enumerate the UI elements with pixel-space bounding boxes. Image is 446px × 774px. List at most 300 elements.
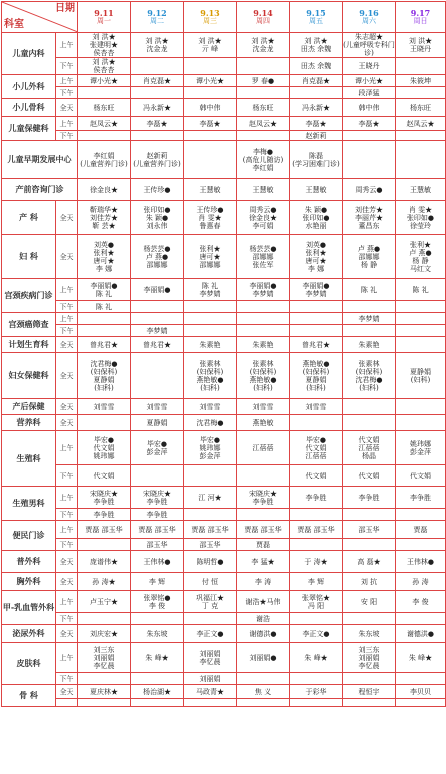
doctor-cell: 朱素艳	[184, 337, 237, 353]
schedule-row	[2, 685, 446, 699]
doctor-cell: 张素林 (妇保科) 燕艳敏● (妇科)	[184, 353, 237, 399]
day-date: 9.13	[200, 8, 220, 18]
doctor-cell: 王慧敏	[396, 179, 446, 201]
doctor-cell	[78, 699, 131, 707]
doctor-cell: 沈君梅●	[184, 415, 237, 431]
doctor-cell: 毕宏● 代文娟 姚玮娜	[78, 431, 131, 465]
doctor-cell: 安 阳	[343, 591, 396, 613]
doctor-cell	[78, 131, 131, 141]
doctor-cell: 李梦婧	[131, 325, 184, 337]
doctor-cell: 刘 洪★ 侯杏杏	[78, 58, 131, 75]
doctor-cell: 李梅● (高危儿随访) 李红娟	[237, 141, 290, 179]
doctor-cell: 王慧敏	[237, 179, 290, 201]
doctor-cell	[184, 465, 237, 487]
doctor-cell: 冯永新★	[290, 99, 343, 117]
doctor-cell: 于彩华	[290, 685, 343, 699]
doctor-cell: 李 俊	[396, 591, 446, 613]
shift-label: 全天	[56, 337, 78, 353]
doctor-cell: 代文娟	[290, 465, 343, 487]
doctor-cell: 代文娟 江蓓蓓 杨晶	[343, 431, 396, 465]
doctor-cell: 赵新莉 (儿童营养门诊)	[131, 141, 184, 179]
doctor-cell: 张利★ 唐可★ 邵娜娜	[184, 235, 237, 279]
doctor-cell: 刘丽娟 李忆晨	[184, 643, 237, 673]
doctor-cell	[131, 301, 184, 313]
doctor-cell: 王伟林●	[396, 551, 446, 573]
header-row	[2, 2, 446, 33]
doctor-cell	[78, 415, 131, 431]
schedule-row	[2, 235, 446, 279]
doctor-cell	[78, 539, 131, 551]
schedule-row	[2, 415, 446, 431]
doctor-cell	[290, 539, 343, 551]
day-header	[290, 2, 343, 33]
day-header	[184, 2, 237, 33]
doctor-cell: 朱 峰★	[131, 643, 184, 673]
doctor-cell: 赵新莉	[290, 131, 343, 141]
doctor-cell	[290, 313, 343, 325]
shift-label: 下午	[56, 673, 78, 685]
doctor-cell: 杨芸芸● 卢 燕● 邵娜娜	[131, 235, 184, 279]
shift-label: 全天	[56, 625, 78, 643]
department-name: 胸外科	[2, 573, 56, 591]
doctor-cell: 肖 雯★ 张印如● 徐莹玲	[396, 201, 446, 235]
department-name: 产前咨询门诊	[2, 179, 78, 201]
doctor-cell	[131, 87, 184, 99]
shift-label: 全天	[56, 399, 78, 415]
doctor-cell: 李磊★	[184, 117, 237, 131]
doctor-cell: 刘佳芳★ 李丽芹★ 董昌东	[343, 201, 396, 235]
doctor-cell: 于 涛★	[290, 551, 343, 573]
schedule-row	[2, 313, 446, 325]
doctor-cell: 陈 礼 李梦婧	[184, 279, 237, 301]
doctor-cell: 刘 洪★ 沈金龙	[131, 33, 184, 58]
doctor-cell: 罗 春●	[237, 75, 290, 87]
schedule-table	[1, 1, 446, 707]
doctor-cell	[343, 399, 396, 415]
doctor-cell	[131, 673, 184, 685]
schedule-row	[2, 99, 446, 117]
doctor-cell: 李争胜	[396, 487, 446, 509]
doctor-cell	[343, 613, 396, 625]
doctor-cell: 李争胜	[131, 509, 184, 521]
department-name: 便民门诊	[2, 521, 56, 551]
doctor-cell: 段泽猛	[343, 87, 396, 99]
doctor-cell: 韩中伟	[343, 99, 396, 117]
schedule-row	[2, 301, 446, 313]
doctor-cell: 王伟林●	[131, 551, 184, 573]
doctor-cell: 李磊★	[343, 117, 396, 131]
day-date: 9.12	[147, 8, 167, 18]
doctor-cell: 谭小光★	[184, 75, 237, 87]
doctor-cell: 贾磊 邵玉华	[131, 521, 184, 539]
doctor-cell: 付 恒	[184, 573, 237, 591]
day-weekday: 周四	[256, 17, 270, 25]
doctor-cell: 燕艳敏● (妇保科) 夏静娟 (妇科)	[290, 353, 343, 399]
doctor-cell: 江蓓蓓	[237, 431, 290, 465]
doctor-cell	[78, 613, 131, 625]
doctor-cell	[396, 313, 446, 325]
doctor-cell: 夏静娟 (妇科)	[396, 353, 446, 399]
doctor-cell: 张素林 (妇保科) 沈君梅● (妇科)	[343, 353, 396, 399]
shift-label: 全天	[56, 415, 78, 431]
doctor-cell: 刘丽娟●	[237, 643, 290, 673]
doctor-cell: 张素林 (妇保科) 燕艳敏● (妇科)	[237, 353, 290, 399]
day-header	[78, 2, 131, 33]
department-name: 生殖男科	[2, 487, 56, 521]
shift-label: 下午	[56, 465, 78, 487]
doctor-cell: 谭小光★	[343, 75, 396, 87]
doctor-cell: 冯永新★	[131, 99, 184, 117]
department-name: 儿童早期发展中心	[2, 141, 78, 179]
doctor-cell	[78, 87, 131, 99]
shift-label: 全天	[56, 235, 78, 279]
doctor-cell: 陈 礼	[343, 279, 396, 301]
doctor-cell: 王慧敏	[184, 179, 237, 201]
doctor-cell: 燕艳敏	[237, 415, 290, 431]
doctor-cell: 韩中伟	[184, 99, 237, 117]
doctor-cell	[290, 325, 343, 337]
shift-label: 上午	[56, 643, 78, 673]
doctor-cell: 杨东旺	[237, 99, 290, 117]
doctor-cell	[396, 301, 446, 313]
doctor-cell	[396, 325, 446, 337]
doctor-cell: 刘 抗	[343, 573, 396, 591]
doctor-cell: 刘庆宏★	[78, 625, 131, 643]
schedule-row	[2, 643, 446, 673]
shift-label: 上午	[56, 279, 78, 301]
department-name: 妇女保健科	[2, 353, 56, 399]
doctor-cell: 曾兆君★	[78, 337, 131, 353]
shift-label: 上午	[56, 431, 78, 465]
schedule-row	[2, 33, 446, 58]
doctor-cell: 王传珍●	[131, 179, 184, 201]
doctor-cell	[396, 613, 446, 625]
doctor-cell: 宋晓庆★ 李争胜	[237, 487, 290, 509]
shift-label: 下午	[56, 58, 78, 75]
doctor-cell: 李磊★	[290, 117, 343, 131]
doctor-cell: 刘雪雪	[78, 399, 131, 415]
doctor-cell: 周秀云● 徐金良★ 李可娟	[237, 201, 290, 235]
doctor-cell: 李争胜	[78, 509, 131, 521]
doctor-cell: 江 河★	[184, 487, 237, 509]
doctor-cell	[237, 313, 290, 325]
doctor-cell: 代文娟	[396, 465, 446, 487]
doctor-cell	[237, 301, 290, 313]
doctor-cell: 王晓丹	[343, 58, 396, 75]
doctor-cell: 夏静娟	[131, 415, 184, 431]
doctor-cell	[184, 613, 237, 625]
doctor-cell: 贾磊	[396, 521, 446, 539]
doctor-cell: 李丽娟● 李梦婧	[290, 279, 343, 301]
doctor-cell	[184, 131, 237, 141]
doctor-cell	[78, 325, 131, 337]
shift-label: 下午	[56, 131, 78, 141]
doctor-cell: 贾磊	[237, 539, 290, 551]
schedule-row	[2, 521, 446, 539]
doctor-cell: 刘英● 张利★ 唐可★ 李 娜	[78, 235, 131, 279]
doctor-cell	[78, 313, 131, 325]
doctor-cell	[290, 301, 343, 313]
doctor-cell: 谢浩★马伟	[237, 591, 290, 613]
day-header	[343, 2, 396, 33]
day-weekday: 周六	[362, 17, 376, 25]
doctor-cell: 毕宏● 代文娟 江蓓蓓	[290, 431, 343, 465]
doctor-cell: 王传珍● 肖 雯★ 鲁惠春	[184, 201, 237, 235]
department-name: 泌尿外科	[2, 625, 56, 643]
doctor-cell	[396, 415, 446, 431]
schedule-row	[2, 465, 446, 487]
department-name: 产后保健	[2, 399, 56, 415]
doctor-cell	[237, 325, 290, 337]
dept-label: 科室	[4, 19, 24, 30]
doctor-cell: 刘 洪★ 沈金龙	[237, 33, 290, 58]
doctor-cell: 高 磊★	[343, 551, 396, 573]
doctor-cell: 卢 燕● 邵娜娜 杨 静	[343, 235, 396, 279]
shift-label: 全天	[56, 353, 78, 399]
day-weekday: 周五	[309, 17, 323, 25]
doctor-cell: 朱志超★ (儿童呼吸专科门诊)	[343, 33, 395, 57]
day-header	[396, 2, 446, 33]
doctor-cell: 谢德洪●	[396, 625, 446, 643]
doctor-cell: 刘雪雪	[184, 399, 237, 415]
doctor-cell	[343, 131, 396, 141]
schedule-row	[2, 117, 446, 131]
day-header	[237, 2, 290, 33]
doctor-cell: 邵玉华	[343, 521, 396, 539]
doctor-cell	[184, 509, 237, 521]
doctor-cell: 毕宏● 姚玮娜 彭金萍	[184, 431, 237, 465]
day-date: 9.14	[253, 8, 273, 18]
department-name: 普外科	[2, 551, 56, 573]
shift-label: 上午	[56, 117, 78, 131]
doctor-cell: 姚玮娜 彭金萍	[396, 431, 446, 465]
doctor-cell: 朱 峰★	[396, 643, 446, 673]
shift-label: 下午	[56, 539, 78, 551]
doctor-cell: 李梦婧	[343, 313, 396, 325]
doctor-cell	[396, 141, 446, 179]
doctor-cell: 孙 涛★	[78, 573, 131, 591]
doctor-cell	[343, 539, 396, 551]
doctor-cell: 刘英● 张利★ 唐可★ 李 娜	[290, 235, 343, 279]
doctor-cell: 代文娟	[343, 465, 396, 487]
doctor-cell: 陈 礼	[78, 301, 131, 313]
doctor-cell: 李 辉	[131, 573, 184, 591]
doctor-cell: 李 猛★	[237, 551, 290, 573]
doctor-cell: 杨东旺	[78, 99, 131, 117]
schedule-row	[2, 279, 446, 301]
department-name: 宫颈癌筛查	[2, 313, 56, 337]
schedule-row	[2, 179, 446, 201]
department-name: 儿童内科	[2, 33, 56, 75]
doctor-cell: 巩福江★ 丁 克	[184, 591, 237, 613]
doctor-cell: 代文娟	[78, 465, 131, 487]
doctor-cell	[184, 58, 237, 75]
doctor-cell: 宋晓庆★ 李争胜	[78, 487, 131, 509]
doctor-cell: 张翠铭● 李 俊	[131, 591, 184, 613]
doctor-cell	[131, 313, 184, 325]
doctor-cell: 李正文●	[184, 625, 237, 643]
doctor-cell: 贾磊 邵玉华	[184, 521, 237, 539]
day-date: 9.16	[359, 8, 379, 18]
doctor-cell: 刘雪雪	[237, 399, 290, 415]
doctor-cell: 贾磊 邵玉华	[78, 521, 131, 539]
department-name: 小儿骨科	[2, 99, 56, 117]
doctor-cell: 邵玉华	[131, 539, 184, 551]
schedule-row	[2, 131, 446, 141]
shift-label: 下午	[56, 301, 78, 313]
shift-label: 上午	[56, 313, 78, 325]
department-name: 皮肤科	[2, 643, 56, 685]
doctor-cell: 王慧敏	[290, 179, 343, 201]
doctor-cell	[343, 699, 396, 707]
doctor-cell	[237, 673, 290, 685]
department-name: 甲-乳血管外科	[2, 591, 56, 625]
schedule-row	[2, 625, 446, 643]
doctor-cell: 程恒宇	[343, 685, 396, 699]
department-name: 产 科	[2, 201, 56, 235]
doctor-cell	[290, 613, 343, 625]
shift-label: 上午	[56, 591, 78, 613]
doctor-cell: 赵凤云★	[237, 117, 290, 131]
doctor-cell: 李 辉	[290, 573, 343, 591]
doctor-cell: 杨治湖★	[131, 685, 184, 699]
doctor-cell	[343, 301, 396, 313]
doctor-cell: 谭小光★	[78, 75, 131, 87]
doctor-cell: 周秀云●	[343, 179, 396, 201]
doctor-cell: 朱东坡	[343, 625, 396, 643]
doctor-cell: 庞谱伟★	[78, 551, 131, 573]
shift-label: 上午	[56, 33, 78, 58]
department-name: 计划生育科	[2, 337, 56, 353]
doctor-cell: 朱素艳	[237, 337, 290, 353]
schedule-row	[2, 87, 446, 99]
doctor-cell	[343, 325, 396, 337]
doctor-cell: 谢浩	[237, 613, 290, 625]
doctor-cell: 沈君梅● (妇保科) 夏静娟 (妇科)	[78, 353, 131, 399]
shift-label: 全天	[56, 573, 78, 591]
doctor-cell	[131, 613, 184, 625]
date-label: 日期	[55, 3, 75, 14]
doctor-cell: 陈明哲●	[184, 551, 237, 573]
doctor-cell	[343, 141, 396, 179]
doctor-cell: 肖克磊★	[290, 75, 343, 87]
day-date: 9.17	[410, 8, 431, 18]
doctor-cell: 刘三东 刘丽娟 李忆晨	[78, 643, 131, 673]
schedule-row	[2, 591, 446, 613]
schedule-row	[2, 509, 446, 521]
doctor-cell: 毕宏● 彭金萍	[131, 431, 184, 465]
doctor-cell	[184, 87, 237, 99]
schedule-row	[2, 487, 446, 509]
doctor-cell	[396, 58, 446, 75]
doctor-cell	[131, 699, 184, 707]
doctor-cell	[396, 337, 446, 353]
doctor-cell: 李磊★	[131, 117, 184, 131]
shift-label	[56, 699, 78, 707]
shift-label: 全天	[56, 201, 78, 235]
doctor-cell: 李丽娟● 陈 礼	[78, 279, 131, 301]
doctor-cell: 朱素艳	[343, 337, 396, 353]
doctor-cell	[396, 673, 446, 685]
schedule-row	[2, 141, 446, 179]
doctor-cell	[343, 673, 396, 685]
day-date: 9.15	[306, 8, 326, 18]
department-name: 妇 科	[2, 235, 56, 279]
department-name: 生殖科	[2, 431, 56, 487]
schedule-row	[2, 325, 446, 337]
doctor-cell: 李贝贝	[396, 685, 446, 699]
day-weekday: 周日	[413, 17, 428, 25]
doctor-cell: 李争胜	[290, 487, 343, 509]
doctor-cell: 杨东旺	[396, 99, 446, 117]
doctor-cell: 田杰 余魏	[290, 58, 343, 75]
schedule-row	[2, 201, 446, 235]
doctor-cell: 宋晓庆★ 李争胜	[131, 487, 184, 509]
doctor-cell: 朱东坡	[131, 625, 184, 643]
doctor-cell	[131, 131, 184, 141]
department-name: 小儿外科	[2, 75, 56, 99]
doctor-cell	[290, 509, 343, 521]
doctor-cell	[396, 509, 446, 521]
doctor-cell	[343, 415, 396, 431]
schedule-row	[2, 353, 446, 399]
doctor-cell: 刘 洪★ 田杰 余魏	[290, 33, 343, 58]
doctor-cell: 曾兆君★	[131, 337, 184, 353]
doctor-cell: 赵凤云★	[78, 117, 131, 131]
doctor-cell: 李丽娟● 李梦婧	[237, 279, 290, 301]
schedule-row	[2, 573, 446, 591]
doctor-cell: 朱筱坤	[396, 75, 446, 87]
doctor-cell: 赵凤云★	[396, 117, 446, 131]
shift-label: 下午	[56, 87, 78, 99]
schedule-row	[2, 337, 446, 353]
doctor-cell: 李 涛	[237, 573, 290, 591]
doctor-cell	[184, 301, 237, 313]
doctor-cell: 李争胜	[343, 487, 396, 509]
doctor-cell	[184, 325, 237, 337]
doctor-cell: 刘 洪★ 张建明★ 侯杏杏	[78, 33, 131, 58]
doctor-cell: 陈 礼	[396, 279, 446, 301]
doctor-cell: 李正文●	[290, 625, 343, 643]
doctor-cell: 刘丽娟	[184, 673, 237, 685]
doctor-cell	[290, 415, 343, 431]
schedule-row	[2, 551, 446, 573]
department-name: 宫颈疾病门诊	[2, 279, 56, 313]
doctor-cell	[131, 465, 184, 487]
doctor-cell	[290, 699, 343, 707]
doctor-cell: 李丽娟●	[131, 279, 184, 301]
doctor-cell	[396, 539, 446, 551]
shift-label: 全天	[56, 99, 78, 117]
doctor-cell	[396, 131, 446, 141]
doctor-cell	[237, 131, 290, 141]
schedule-row	[2, 431, 446, 465]
doctor-cell: 徐金良★	[78, 179, 131, 201]
doctor-cell	[131, 353, 184, 399]
shift-label: 上午	[56, 487, 78, 509]
shift-label: 下午	[56, 325, 78, 337]
doctor-cell: 张翠铭★ 冯 阳	[290, 591, 343, 613]
doctor-cell	[184, 699, 237, 707]
shift-label: 全天	[56, 551, 78, 573]
doctor-cell: 朱 颖● 张印如● 水艳丽	[290, 201, 343, 235]
doctor-cell: 夏庆林★	[78, 685, 131, 699]
doctor-cell	[290, 673, 343, 685]
doctor-cell: 焦 义	[237, 685, 290, 699]
schedule-row	[2, 58, 446, 75]
doctor-cell	[237, 58, 290, 75]
department-name: 骨 科	[2, 685, 56, 707]
